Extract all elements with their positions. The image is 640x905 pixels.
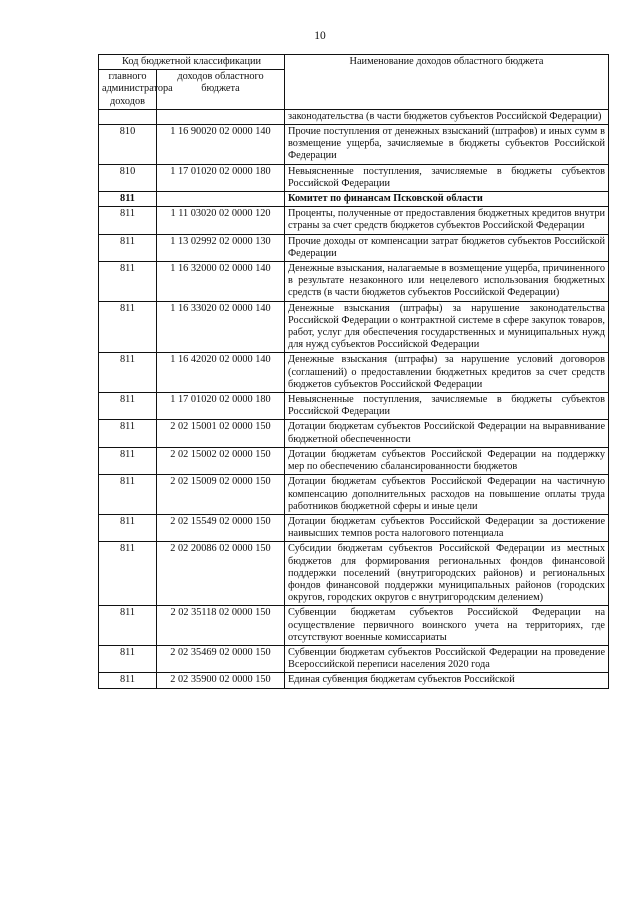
table-row (99, 262, 609, 302)
revenue-code-cell: 2 02 15549 02 0000 150 (157, 514, 285, 541)
admin-code-cell: 811 (99, 606, 157, 646)
revenue-name-cell: Единая субвенция бюджетам субъектов Российской (285, 673, 609, 688)
table-row (99, 353, 609, 393)
revenue-name-cell: Дотации бюджетам субъектов Российской Федерации на поддержку мер по обеспечению сбалансированности бюджетов (285, 447, 609, 474)
admin-code-cell: 811 (99, 645, 157, 672)
revenue-code-cell: 1 11 03020 02 0000 120 (157, 207, 285, 234)
revenue-code-cell (157, 192, 285, 207)
revenue-code-cell: 1 16 32000 02 0000 140 (157, 262, 285, 302)
table-row (99, 109, 609, 124)
table-row (99, 301, 609, 353)
revenue-name-cell: Прочие доходы от компенсации затрат бюджетов субъектов Российской Федерации (285, 234, 609, 261)
revenue-code-cell: 2 02 35118 02 0000 150 (157, 606, 285, 646)
revenue-name-cell: законодательства (в части бюджетов субъектов Российской Федерации) (285, 109, 609, 124)
revenue-code-cell: 1 13 02992 02 0000 130 (157, 234, 285, 261)
admin-code-cell: 811 (99, 234, 157, 261)
page-number: 10 (314, 30, 326, 42)
header-regional-revenue-code: доходов областного бюджета (157, 70, 285, 110)
admin-code-cell: 811 (99, 447, 157, 474)
header-revenue-name: Наименование доходов областного бюджета (285, 55, 609, 110)
admin-code-cell: 811 (99, 301, 157, 353)
admin-code-cell: 811 (99, 393, 157, 420)
admin-code-cell: 811 (99, 192, 157, 207)
admin-code-cell: 811 (99, 207, 157, 234)
revenue-code-cell: 2 02 15001 02 0000 150 (157, 420, 285, 447)
revenue-code-cell: 2 02 35900 02 0000 150 (157, 673, 285, 688)
revenue-name-cell: Невыясненные поступления, зачисляемые в бюджеты субъектов Российской Федерации (285, 164, 609, 191)
admin-code-cell: 811 (99, 262, 157, 302)
table-row (99, 447, 609, 474)
admin-code-cell: 810 (99, 164, 157, 191)
table-row (99, 234, 609, 261)
revenue-name-cell: Невыясненные поступления, зачисляемые в бюджеты субъектов Российской Федерации (285, 393, 609, 420)
revenue-name-cell: Денежные взыскания (штрафы) за нарушение условий договоров (соглашений) о предоставлении бюджетных кредитов за счет средств бюджетов субъектов Российской Федерации (285, 353, 609, 393)
table-row (99, 645, 609, 672)
admin-code-cell: 811 (99, 353, 157, 393)
admin-code-cell: 811 (99, 475, 157, 515)
revenue-name-cell: Прочие поступления от денежных взысканий (штрафов) и иных сумм в возмещение ущерба, зачисляемые в бюджеты субъектов Российской Федерации (285, 125, 609, 165)
revenue-name-cell: Дотации бюджетам субъектов Российской Федерации на частичную компенсацию дополнительных расходов на повышение оплаты труда работников бюджетной сферы и иные цели (285, 475, 609, 515)
admin-code-cell: 810 (99, 125, 157, 165)
revenue-name-cell: Дотации бюджетам субъектов Российской Федерации за достижение наивысших темпов роста налогового потенциала (285, 514, 609, 541)
admin-code-cell: 811 (99, 673, 157, 688)
budget-classification-table (98, 54, 609, 689)
header-main-administrator: главного администратора доходов (99, 70, 157, 110)
revenue-code-cell: 1 16 42020 02 0000 140 (157, 353, 285, 393)
revenue-code-cell: 1 17 01020 02 0000 180 (157, 393, 285, 420)
admin-code-cell: 811 (99, 542, 157, 606)
admin-code-cell: 811 (99, 514, 157, 541)
revenue-name-cell: Субвенции бюджетам субъектов Российской Федерации на проведение Всероссийской переписи населения 2020 года (285, 645, 609, 672)
revenue-name-cell: Субвенции бюджетам субъектов Российской Федерации на осуществление первичного воинского учета на территориях, где отсутствуют военные комиссариаты (285, 606, 609, 646)
revenue-name-cell: Комитет по финансам Псковской области (285, 192, 609, 207)
revenue-code-cell: 2 02 15002 02 0000 150 (157, 447, 285, 474)
admin-code-cell: 811 (99, 420, 157, 447)
table-row (99, 393, 609, 420)
table-row (99, 673, 609, 688)
revenue-name-cell: Проценты, полученные от предоставления бюджетных кредитов внутри страны за счет средств бюджетов субъектов Российской Федерации (285, 207, 609, 234)
revenue-name-cell: Денежные взыскания, налагаемые в возмещение ущерба, причиненного в результате незаконного или нецелевого использования бюджетных средств (в части бюджетов субъектов Российской Федерации) (285, 262, 609, 302)
admin-code-cell (99, 109, 157, 124)
revenue-code-cell: 2 02 15009 02 0000 150 (157, 475, 285, 515)
revenue-name-cell: Дотации бюджетам субъектов Российской Федерации на выравнивание бюджетной обеспеченности (285, 420, 609, 447)
table-section-row (99, 192, 609, 207)
revenue-name-cell: Субсидии бюджетам субъектов Российской Федерации из местных бюджетов для формирования региональных фондов финансовой поддержки поселений (внутригородских районов) и региональных фондов финансовой поддержки муниципальных районов (городских округов, городских округов с внутригородским делением) (285, 542, 609, 606)
revenue-code-cell: 1 16 90020 02 0000 140 (157, 125, 285, 165)
table-row (99, 125, 609, 165)
table-row (99, 420, 609, 447)
revenue-code-cell: 1 17 01020 02 0000 180 (157, 164, 285, 191)
table-row (99, 514, 609, 541)
table-body (99, 109, 609, 688)
table-row (99, 606, 609, 646)
revenue-name-cell: Денежные взыскания (штрафы) за нарушение законодательства Российской Федерации о контрактной системе в сфере закупок товаров, работ, услуг для обеспечения государственных и муниципальных нужд для нужд субъектов Российской Федерации (285, 301, 609, 353)
revenue-code-cell: 1 16 33020 02 0000 140 (157, 301, 285, 353)
revenue-code-cell (157, 109, 285, 124)
table-row (99, 542, 609, 606)
revenue-code-cell: 2 02 35469 02 0000 150 (157, 645, 285, 672)
table-row (99, 207, 609, 234)
table-row (99, 164, 609, 191)
header-budget-classification-code: Код бюджетной классификации (99, 55, 285, 70)
table-row (99, 475, 609, 515)
revenue-code-cell: 2 02 20086 02 0000 150 (157, 542, 285, 606)
